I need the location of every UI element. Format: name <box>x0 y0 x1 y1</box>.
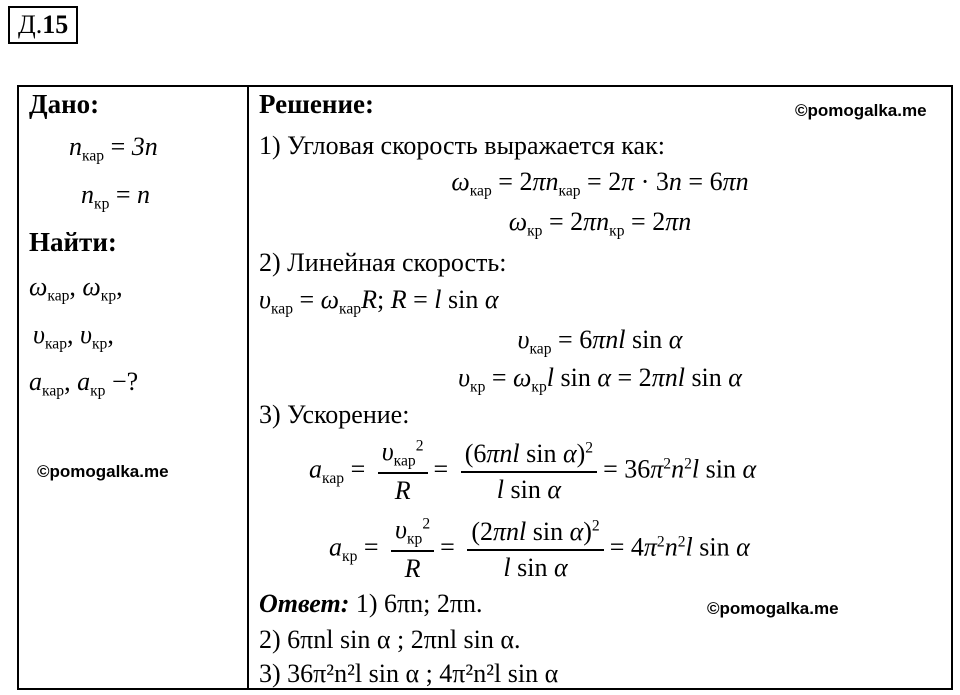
find-v: $\upsilon_{кар}$, $\upsilon_{кр}$, <box>33 320 114 353</box>
given-title: Дано: <box>29 89 100 119</box>
v-kr-equation: $\upsilon_{кр} = \omega_{кр}l$ sin α = 2πnl sin α <box>458 363 742 396</box>
omega-kar-equation: $\omega_{кар} = 2\pi n_{кар} = 2\pi \cdot 3n = 6\pi n$ <box>451 167 749 200</box>
v-kar-result: $\upsilon_{кар} = 6\pi nl$ sin α <box>517 325 683 358</box>
solution-title: Решение: <box>259 89 374 119</box>
step1-text: 1) Угловая скорость выражается как: <box>259 131 665 160</box>
find-a: $a_{кар}$, $a_{кр}$ −? <box>29 367 139 400</box>
step2-text: 2) Линейная скорость: <box>259 248 507 277</box>
problem-number: 15 <box>42 10 69 39</box>
find-title: Найти: <box>29 227 117 257</box>
watermark-top: ©pomogalka.me <box>795 101 927 120</box>
problem-prefix: Д. <box>18 10 43 39</box>
answer-line-3: 3) 36π²n²l sin α ; 4π²n²l sin α <box>259 659 559 688</box>
step3-text: 3) Ускорение: <box>259 400 410 429</box>
a-kr-equation: $a_{кр}$ = $\frac{\upsilon_{кр}^2}{R}$ = $\frac{(2\pi nl \sin \alpha)^2}{\text{l sin α}}$ = $4\pi^2n^2l$ sin α <box>329 515 750 584</box>
solution-column <box>249 87 951 688</box>
problem-number-badge <box>8 6 78 44</box>
v-kar-definition: $\upsilon_{кар} = \omega_{кар}R$; R = l sin α <box>259 285 499 318</box>
solution-table <box>17 85 953 690</box>
watermark-bottom: ©pomogalka.me <box>707 599 839 618</box>
a-kar-equation: $a_{кар}$ = $\frac{\upsilon_{кар}^2}{R}$ = $\frac{(6\pi nl \sin \alpha)^2}{\text{l sin α}}$ = $36\pi^2n^2l$ sin α <box>309 437 757 506</box>
watermark-left: ©pomogalka.me <box>37 462 169 481</box>
answer-line-2: 2) 6πnl sin α ; 2πnl sin α. <box>259 625 521 654</box>
omega-kr-equation: $\omega_{кр} = 2\pi n_{кр} = 2\pi n$ <box>508 207 692 240</box>
given-n-kr: $n_{кр} = n$ <box>81 180 151 213</box>
find-omega: $\omega_{кар}$, $\omega_{кр}$, <box>29 272 123 305</box>
answer-line-1: Ответ: 1) 6πn; 2πn. <box>259 589 483 618</box>
given-column <box>19 87 247 688</box>
given-n-kar: $n_{кар} = 3n$ <box>69 132 158 165</box>
